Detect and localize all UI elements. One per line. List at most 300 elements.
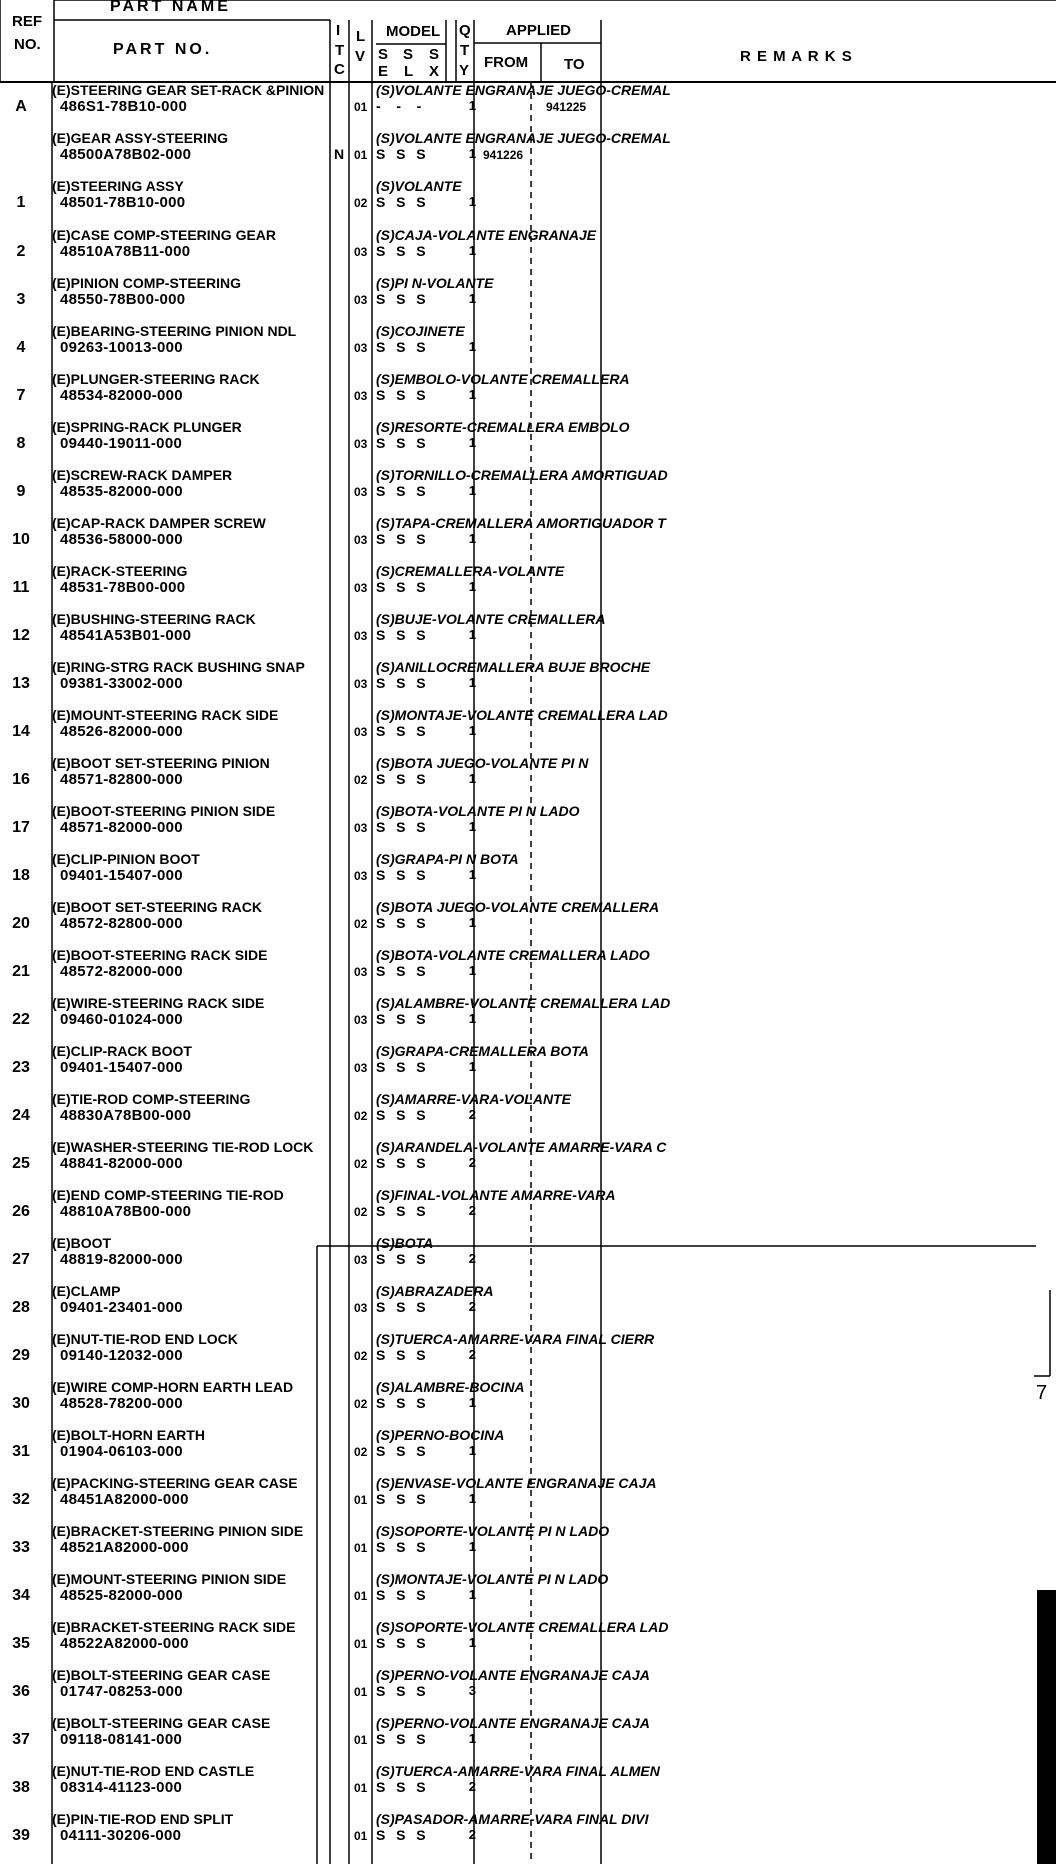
model-col-2-top: S xyxy=(403,46,414,63)
part-no-header: PART NO. xyxy=(113,41,213,58)
no-header: NO. xyxy=(14,36,41,53)
part-number: 48571-82000-000 xyxy=(60,819,183,836)
part-name: (E)GEAR ASSY-STEERING xyxy=(52,130,229,146)
table-row xyxy=(0,610,1056,658)
model-applicability: S S S xyxy=(376,675,427,691)
model-applicability: - - - xyxy=(376,98,423,114)
quantity: 1 xyxy=(468,291,476,306)
part-name: (E)CAP-RACK DAMPER SCREW xyxy=(52,515,266,531)
remark: (S)MONTAJE-VOLANTE PI N LADO xyxy=(376,1571,609,1587)
part-number: 48522A82000-000 xyxy=(60,1635,189,1652)
model-col-1-bottom: E xyxy=(378,63,389,80)
model-applicability: S S S xyxy=(376,1395,427,1411)
remark: (S)BOTA-VOLANTE PI N LADO xyxy=(376,803,580,819)
part-name: (E)MOUNT-STEERING RACK SIDE xyxy=(52,707,279,723)
model-col-3-bottom: X xyxy=(429,63,440,80)
part-number: 48810A78B00-000 xyxy=(60,1203,192,1220)
model-applicability: S S S xyxy=(376,1587,427,1603)
applied-from: 941226 xyxy=(483,148,524,162)
part-name-header: PART NAME xyxy=(110,0,231,15)
table-row xyxy=(0,754,1056,802)
itc-header-t: T xyxy=(335,42,345,59)
level: 02 xyxy=(354,1109,368,1123)
table-row xyxy=(0,658,1056,706)
part-name: (E)END COMP-STEERING TIE-ROD xyxy=(52,1187,284,1203)
part-number: 48572-82000-000 xyxy=(60,963,183,980)
model-applicability: S S S xyxy=(376,531,427,547)
page-number: 7 xyxy=(1036,1382,1048,1404)
quantity: 1 xyxy=(468,579,476,594)
remark: (S)AMARRE-VARA-VOLANTE xyxy=(376,1091,571,1107)
quantity: 1 xyxy=(468,435,476,450)
remark: (S)CAJA-VOLANTE ENGRANAJE xyxy=(376,227,597,243)
ref-number: 35 xyxy=(12,1635,30,1652)
level: 03 xyxy=(354,485,368,499)
table-row xyxy=(0,81,1056,129)
ref-number: 26 xyxy=(12,1203,30,1220)
part-name: (E)PACKING-STEERING GEAR CASE xyxy=(52,1475,298,1491)
model-applicability: S S S xyxy=(376,1491,427,1507)
model-applicability: S S S xyxy=(376,1011,427,1027)
part-number: 09401-15407-000 xyxy=(60,867,183,884)
part-number: 09401-15407-000 xyxy=(60,1059,183,1076)
model-applicability: S S S xyxy=(376,146,427,162)
remark: (S)BOTA JUEGO-VOLANTE CREMALLERA xyxy=(376,899,660,915)
level: 03 xyxy=(354,677,368,691)
model-applicability: S S S xyxy=(376,723,427,739)
part-number: 48541A53B01-000 xyxy=(60,627,192,644)
model-applicability: S S S xyxy=(376,1635,427,1651)
level: 01 xyxy=(354,1589,368,1603)
level: 02 xyxy=(354,1397,368,1411)
remark: (S)PASADOR-AMARRE-VARA FINAL DIVI xyxy=(376,1811,649,1827)
part-number: 48451A82000-000 xyxy=(60,1491,189,1508)
model-applicability: S S S xyxy=(376,339,427,355)
ref-number: 31 xyxy=(12,1443,30,1460)
level: 01 xyxy=(354,100,368,114)
quantity: 2 xyxy=(468,1779,476,1794)
remark: (S)ENVASE-VOLANTE ENGRANAJE CAJA xyxy=(376,1475,657,1491)
model-applicability: S S S xyxy=(376,1299,427,1315)
part-number: 48500A78B02-000 xyxy=(60,146,192,163)
model-applicability: S S S xyxy=(376,483,427,499)
table-row xyxy=(0,562,1056,610)
model-applicability: S S S xyxy=(376,1059,427,1075)
remark: (S)COJINETE xyxy=(376,323,465,339)
table-row xyxy=(0,1714,1056,1762)
table-row xyxy=(0,1810,1056,1858)
table-row xyxy=(0,1522,1056,1570)
quantity: 1 xyxy=(468,963,476,978)
part-number: 48521A82000-000 xyxy=(60,1539,189,1556)
ref-number: 20 xyxy=(12,915,30,932)
level: 03 xyxy=(354,581,368,595)
part-name: (E)BRACKET-STEERING RACK SIDE xyxy=(52,1619,296,1635)
part-number: 08314-41123-000 xyxy=(60,1779,183,1796)
part-number: 09263-10013-000 xyxy=(60,339,183,356)
quantity: 3 xyxy=(468,1683,476,1698)
remark: (S)TUERCA-AMARRE-VARA FINAL CIERR xyxy=(376,1331,655,1347)
model-applicability: S S S xyxy=(376,867,427,883)
itc-header-i: I xyxy=(336,22,341,39)
ref-number: A xyxy=(15,98,27,115)
quantity: 1 xyxy=(468,1491,476,1506)
table-row xyxy=(0,514,1056,562)
part-number: 09440-19011-000 xyxy=(60,435,183,452)
ref-number: 11 xyxy=(12,579,30,596)
quantity: 1 xyxy=(468,531,476,546)
part-name: (E)NUT-TIE-ROD END LOCK xyxy=(52,1331,238,1347)
table-row xyxy=(0,1426,1056,1474)
table-row xyxy=(0,1618,1056,1666)
part-name: (E)WIRE COMP-HORN EARTH LEAD xyxy=(52,1379,294,1395)
model-col-1-top: S xyxy=(378,46,389,63)
remark: (S)ARANDELA-VOLANTE AMARRE-VARA C xyxy=(376,1139,667,1155)
level: 01 xyxy=(354,1637,368,1651)
ref-number: 27 xyxy=(12,1251,30,1268)
part-number: 48535-82000-000 xyxy=(60,483,183,500)
level: 01 xyxy=(354,1541,368,1555)
level: 02 xyxy=(354,1349,368,1363)
part-number: 486S1-78B10-000 xyxy=(60,98,188,115)
table-row xyxy=(0,418,1056,466)
level: 03 xyxy=(354,1301,368,1315)
remark: (S)SOPORTE-VOLANTE PI N LADO xyxy=(376,1523,610,1539)
part-name: (E)NUT-TIE-ROD END CASTLE xyxy=(52,1763,255,1779)
model-applicability: S S S xyxy=(376,1731,427,1747)
part-name: (E)CLIP-PINION BOOT xyxy=(52,851,200,867)
level: 01 xyxy=(354,1829,368,1843)
remark: (S)BOTA JUEGO-VOLANTE PI N xyxy=(376,755,589,771)
ref-header: REF xyxy=(12,13,42,30)
model-applicability: S S S xyxy=(376,963,427,979)
quantity: 1 xyxy=(468,1635,476,1650)
part-name: (E)CLAMP xyxy=(52,1283,121,1299)
ref-number: 34 xyxy=(12,1587,30,1604)
part-number: 48526-82000-000 xyxy=(60,723,183,740)
table-row xyxy=(0,322,1056,370)
level: 02 xyxy=(354,1157,368,1171)
table-row xyxy=(0,1090,1056,1138)
quantity: 1 xyxy=(468,819,476,834)
table-row xyxy=(0,177,1056,225)
ref-number: 38 xyxy=(12,1779,30,1796)
ref-number: 12 xyxy=(12,627,30,644)
part-number: 48536-58000-000 xyxy=(60,531,183,548)
ref-number: 7 xyxy=(16,387,26,404)
quantity: 2 xyxy=(468,1251,476,1266)
remark: (S)TORNILLO-CREMALLERA AMORTIGUAD xyxy=(376,467,668,483)
part-number: 01904-06103-000 xyxy=(60,1443,183,1460)
part-number: 09381-33002-000 xyxy=(60,675,183,692)
table-row xyxy=(0,706,1056,754)
table-row xyxy=(0,1234,1056,1282)
remark: (S)TAPA-CREMALLERA AMORTIGUADOR T xyxy=(376,515,666,531)
part-number: 48501-78B10-000 xyxy=(60,194,186,211)
level: 03 xyxy=(354,437,368,451)
ref-number: 33 xyxy=(12,1539,30,1556)
table-row xyxy=(0,802,1056,850)
part-number: 48550-78B00-000 xyxy=(60,291,186,308)
part-name: (E)BEARING-STEERING PINION NDL xyxy=(52,323,297,339)
part-name: (E)BOLT-STEERING GEAR CASE xyxy=(52,1715,271,1731)
level: 03 xyxy=(354,821,368,835)
from-header: FROM xyxy=(484,54,529,71)
model-col-3-top: S xyxy=(429,46,440,63)
level: 03 xyxy=(354,533,368,547)
part-name: (E)BOLT-STEERING GEAR CASE xyxy=(52,1667,271,1683)
quantity: 2 xyxy=(468,1155,476,1170)
model-applicability: S S S xyxy=(376,627,427,643)
level: 01 xyxy=(354,1733,368,1747)
part-name: (E)BOOT xyxy=(52,1235,112,1251)
part-number: 09118-08141-000 xyxy=(60,1731,183,1748)
part-name: (E)PIN-TIE-ROD END SPLIT xyxy=(52,1811,234,1827)
level: 03 xyxy=(354,965,368,979)
quantity: 1 xyxy=(468,1587,476,1602)
quantity: 2 xyxy=(468,1827,476,1842)
remark: (S)FINAL-VOLANTE AMARRE-VARA xyxy=(376,1187,616,1203)
ref-number: 22 xyxy=(12,1011,30,1028)
part-name: (E)RACK-STEERING xyxy=(52,563,188,579)
table-row xyxy=(0,370,1056,418)
ref-number: 32 xyxy=(12,1491,30,1508)
quantity: 1 xyxy=(468,1059,476,1074)
applied-to: 941225 xyxy=(546,100,587,114)
quantity: 1 xyxy=(468,867,476,882)
ref-number: 18 xyxy=(12,867,30,884)
level: 01 xyxy=(354,148,368,162)
quantity: 1 xyxy=(468,723,476,738)
remark: (S)VOLANTE xyxy=(376,178,462,194)
remark: (S)PERNO-VOLANTE ENGRANAJE CAJA xyxy=(376,1667,650,1683)
model-header: MODEL xyxy=(386,23,441,40)
part-number: 48819-82000-000 xyxy=(60,1251,183,1268)
part-name: (E)CLIP-RACK BOOT xyxy=(52,1043,192,1059)
quantity: 1 xyxy=(468,483,476,498)
ref-number: 10 xyxy=(12,531,30,548)
model-applicability: S S S xyxy=(376,1251,427,1267)
ref-number: 14 xyxy=(12,723,30,740)
level: 01 xyxy=(354,1493,368,1507)
model-applicability: S S S xyxy=(376,1683,427,1699)
model-col-2-bottom: L xyxy=(404,63,414,80)
level: 02 xyxy=(354,1445,368,1459)
quantity: 1 xyxy=(468,146,476,161)
quantity: 1 xyxy=(468,1731,476,1746)
model-applicability: S S S xyxy=(376,1203,427,1219)
table-row xyxy=(0,850,1056,898)
remark: (S)RESORTE-CREMALLERA EMBOLO xyxy=(376,419,630,435)
level: 02 xyxy=(354,917,368,931)
ref-number: 28 xyxy=(12,1299,30,1316)
model-applicability: S S S xyxy=(376,1443,427,1459)
part-name: (E)STEERING GEAR SET-RACK &PINION xyxy=(52,82,325,98)
table-row xyxy=(0,1666,1056,1714)
part-number: 48830A78B00-000 xyxy=(60,1107,192,1124)
remark: (S)EMBOLO-VOLANTE CREMALLERA xyxy=(376,371,630,387)
ref-number: 8 xyxy=(16,435,26,452)
level: 03 xyxy=(354,1253,368,1267)
part-name: (E)BOOT SET-STEERING RACK xyxy=(52,899,263,915)
part-name: (E)MOUNT-STEERING PINION SIDE xyxy=(52,1571,287,1587)
part-name: (E)STEERING ASSY xyxy=(52,178,184,194)
scan-edge-bar xyxy=(1037,1590,1056,1864)
quantity: 1 xyxy=(468,98,476,113)
model-applicability: S S S xyxy=(376,771,427,787)
part-name: (E)BOLT-HORN EARTH xyxy=(52,1427,205,1443)
table-row xyxy=(0,1330,1056,1378)
model-applicability: S S S xyxy=(376,1347,427,1363)
applied-header: APPLIED xyxy=(506,22,572,39)
lv-header-l: L xyxy=(356,28,366,45)
remark: (S)PI N-VOLANTE xyxy=(376,275,494,291)
model-applicability: S S S xyxy=(376,819,427,835)
quantity: 2 xyxy=(468,1299,476,1314)
remarks-header: R E M A R K S xyxy=(740,48,853,65)
part-name: (E)WASHER-STEERING TIE-ROD LOCK xyxy=(52,1139,314,1155)
ref-number: 2 xyxy=(16,243,26,260)
quantity: 1 xyxy=(468,387,476,402)
remark: (S)BOTA xyxy=(376,1235,434,1251)
model-applicability: S S S xyxy=(376,1107,427,1123)
ref-number: 3 xyxy=(16,291,26,308)
part-name: (E)RING-STRG RACK BUSHING SNAP xyxy=(52,659,305,675)
level: 03 xyxy=(354,293,368,307)
table-row xyxy=(0,1762,1056,1810)
remark: (S)CREMALLERA-VOLANTE xyxy=(376,563,565,579)
level: 03 xyxy=(354,725,368,739)
table-row xyxy=(0,1282,1056,1330)
quantity: 1 xyxy=(468,627,476,642)
part-number: 48510A78B11-000 xyxy=(60,243,191,260)
quantity: 1 xyxy=(468,1011,476,1026)
quantity: 1 xyxy=(468,339,476,354)
part-number: 48534-82000-000 xyxy=(60,387,183,404)
quantity: 1 xyxy=(468,1395,476,1410)
quantity: 1 xyxy=(468,771,476,786)
model-applicability: S S S xyxy=(376,435,427,451)
table-row xyxy=(0,1186,1056,1234)
model-applicability: S S S xyxy=(376,387,427,403)
level: 03 xyxy=(354,389,368,403)
level: 03 xyxy=(354,1061,368,1075)
model-applicability: S S S xyxy=(376,243,427,259)
remark: (S)BUJE-VOLANTE CREMALLERA xyxy=(376,611,606,627)
ref-number: 21 xyxy=(12,963,30,980)
table-row xyxy=(0,994,1056,1042)
quantity: 2 xyxy=(468,1347,476,1362)
quantity: 1 xyxy=(468,1539,476,1554)
remark: (S)BOTA-VOLANTE CREMALLERA LADO xyxy=(376,947,650,963)
ref-number: 30 xyxy=(12,1395,30,1412)
model-applicability: S S S xyxy=(376,579,427,595)
remark: (S)PERNO-VOLANTE ENGRANAJE CAJA xyxy=(376,1715,650,1731)
part-name: (E)BOOT-STEERING PINION SIDE xyxy=(52,803,276,819)
model-applicability: S S S xyxy=(376,1779,427,1795)
ref-number: 16 xyxy=(12,771,30,788)
table-row xyxy=(0,466,1056,514)
table-row xyxy=(0,1138,1056,1186)
ref-number: 39 xyxy=(12,1827,30,1844)
quantity: 1 xyxy=(468,1443,476,1458)
part-number: 09140-12032-000 xyxy=(60,1347,183,1364)
part-name: (E)SCREW-RACK DAMPER xyxy=(52,467,233,483)
part-name: (E)BOOT SET-STEERING PINION xyxy=(52,755,270,771)
model-applicability: S S S xyxy=(376,291,427,307)
lv-header-v: V xyxy=(355,48,366,65)
remark: (S)ALAMBRE-VOLANTE CREMALLERA LAD xyxy=(376,995,671,1011)
remark: (S)MONTAJE-VOLANTE CREMALLERA LAD xyxy=(376,707,668,723)
level: 02 xyxy=(354,773,368,787)
part-number: 48525-82000-000 xyxy=(60,1587,183,1604)
part-name: (E)TIE-ROD COMP-STEERING xyxy=(52,1091,251,1107)
ref-number: 37 xyxy=(12,1731,30,1748)
table-row xyxy=(0,946,1056,994)
part-name: (E)BOOT-STEERING RACK SIDE xyxy=(52,947,268,963)
part-number: 48841-82000-000 xyxy=(60,1155,183,1172)
qty-header-q: Q xyxy=(459,22,471,39)
ref-number: 25 xyxy=(12,1155,30,1172)
remark: (S)PERNO-BOCINA xyxy=(376,1427,505,1443)
to-header: TO xyxy=(564,56,585,73)
qty-header-t: T xyxy=(460,42,470,59)
qty-header-y: Y xyxy=(459,62,470,79)
part-name: (E)WIRE-STEERING RACK SIDE xyxy=(52,995,265,1011)
model-applicability: S S S xyxy=(376,194,427,210)
ref-number: 29 xyxy=(12,1347,30,1364)
remark: (S)SOPORTE-VOLANTE CREMALLERA LAD xyxy=(376,1619,669,1635)
table-row xyxy=(0,1474,1056,1522)
ref-number: 24 xyxy=(12,1107,30,1124)
part-name: (E)PLUNGER-STEERING RACK xyxy=(52,371,260,387)
part-number: 48528-78200-000 xyxy=(60,1395,183,1412)
table-row xyxy=(0,129,1056,177)
part-name: (E)BRACKET-STEERING PINION SIDE xyxy=(52,1523,304,1539)
level: 01 xyxy=(354,1781,368,1795)
remark: (S)VOLANTE ENGRANAJE JUEGO-CREMAL xyxy=(376,130,671,146)
remark: (S)ALAMBRE-BOCINA xyxy=(376,1379,525,1395)
part-number: 48572-82800-000 xyxy=(60,915,183,932)
level: 03 xyxy=(354,1013,368,1027)
itc-header-c: C xyxy=(334,61,345,78)
ref-number: 13 xyxy=(12,675,30,692)
table-row xyxy=(0,1042,1056,1090)
level: 03 xyxy=(354,869,368,883)
part-name: (E)SPRING-RACK PLUNGER xyxy=(52,419,242,435)
ref-number: 36 xyxy=(12,1683,30,1700)
quantity: 2 xyxy=(468,1107,476,1122)
part-number: 01747-08253-000 xyxy=(60,1683,183,1700)
table-row xyxy=(0,274,1056,322)
ref-number: 4 xyxy=(16,339,26,356)
quantity: 1 xyxy=(468,915,476,930)
ref-number: 1 xyxy=(16,194,26,211)
itc-code: N xyxy=(334,146,345,162)
part-number: 48531-78B00-000 xyxy=(60,579,186,596)
ref-number: 9 xyxy=(16,483,26,500)
model-applicability: S S S xyxy=(376,915,427,931)
part-number: 48571-82800-000 xyxy=(60,771,183,788)
level: 03 xyxy=(354,245,368,259)
remark: (S)GRAPA-CREMALLERA BOTA xyxy=(376,1043,589,1059)
part-name: (E)BUSHING-STEERING RACK xyxy=(52,611,256,627)
quantity: 1 xyxy=(468,675,476,690)
remark: (S)TUERCA-AMARRE-VARA FINAL ALMEN xyxy=(376,1763,660,1779)
quantity: 1 xyxy=(468,243,476,258)
level: 03 xyxy=(354,341,368,355)
part-name: (E)CASE COMP-STEERING GEAR xyxy=(52,227,277,243)
